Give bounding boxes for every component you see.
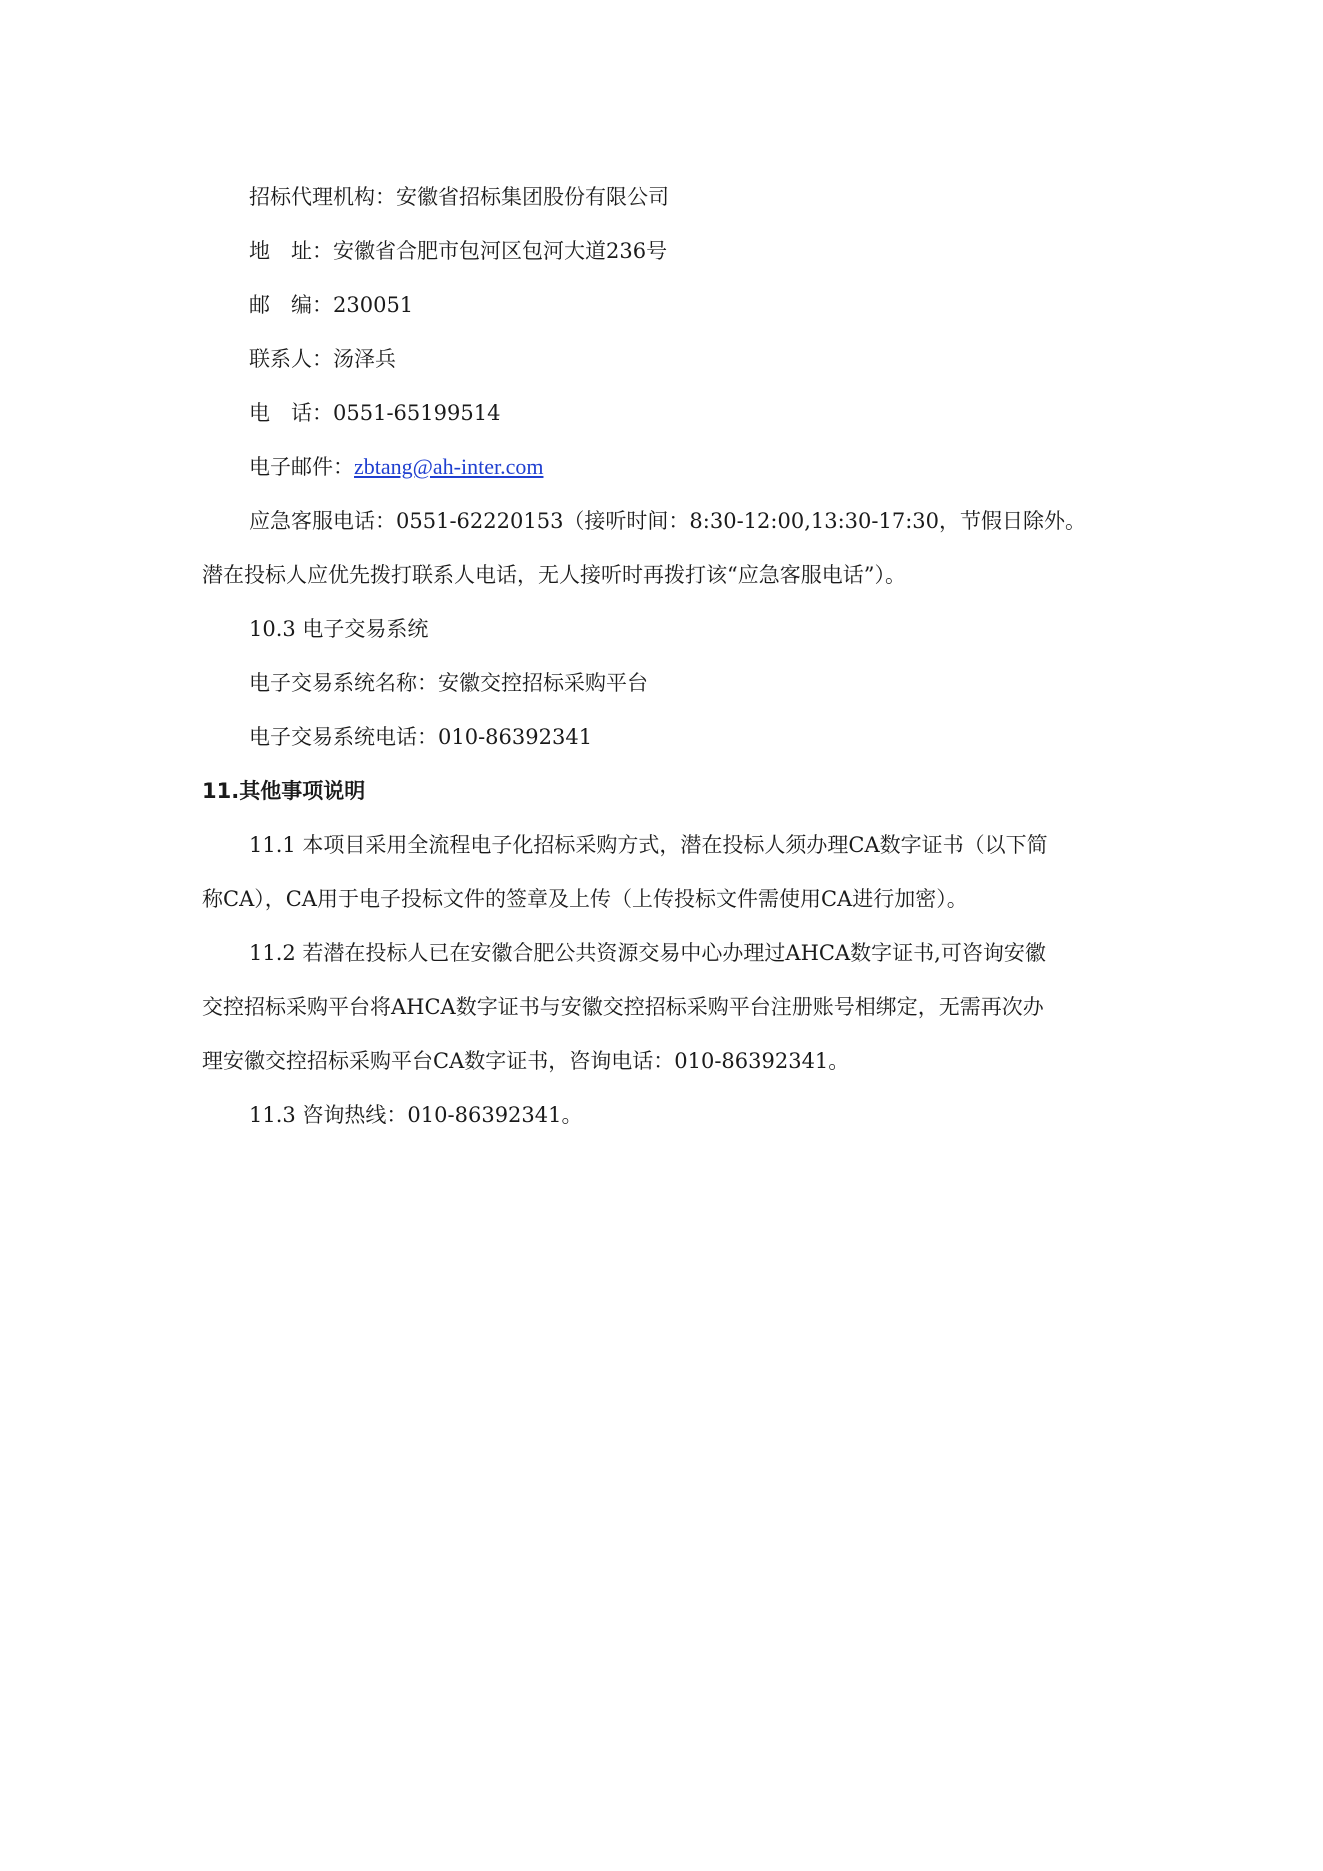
address-label: 地 址：: [249, 239, 333, 263]
email-label: 电子邮件：: [249, 455, 354, 479]
agency-line: [202, 170, 1132, 224]
phone-value: 0551-65199514: [333, 401, 501, 425]
postcode-value: 230051: [333, 293, 414, 317]
email-link[interactable]: zbtang@ah-inter.com: [354, 454, 544, 479]
item-11-3-line: 11.3 咨询热线：010-86392341。: [249, 1103, 583, 1127]
item-11-2-line-2: 交控招标采购平台将AHCA数字证书与安徽交控招标采购平台注册账号相绑定，无需再次办: [202, 995, 1044, 1019]
contact-person-label: 联系人：: [249, 347, 333, 371]
item-11-1-line-1: 11.1 本项目采用全流程电子化招标采购方式，潜在投标人须办理CA数字证书（以下简: [249, 833, 1048, 857]
other-matters-heading: 11.其他事项说明: [202, 779, 366, 803]
phone-line: [202, 386, 1132, 440]
item-11-1-line-2: 称CA），CA用于电子投标文件的签章及上传（上传投标文件需使用CA进行加密）。: [202, 887, 968, 911]
item-11-2-line-3: 理安徽交控招标采购平台CA数字证书，咨询电话：010-86392341。: [202, 1049, 850, 1073]
etrade-section-title: 10.3 电子交易系统: [249, 617, 429, 641]
emergency-line-2: 潜在投标人应优先拨打联系人电话，无人接听时再拨打该“应急客服电话”）。: [202, 563, 906, 587]
item-11-2-line-1: 11.2 若潜在投标人已在安徽合肥公共资源交易中心办理过AHCA数字证书,可咨询安徽: [249, 941, 1046, 965]
document-content: [202, 170, 1132, 1142]
email-line: [202, 440, 1132, 494]
contact-person-value: 汤泽兵: [333, 347, 396, 371]
phone-label: 电 话：: [249, 401, 333, 425]
agency-value: 安徽省招标集团股份有限公司: [396, 185, 669, 209]
contact-person-line: [202, 332, 1132, 386]
emergency-line-1: 应急客服电话：0551-62220153（接听时间：8:30-12:00,13:30-17:30，节假日除外。: [249, 509, 1087, 533]
address-value: 安徽省合肥市包河区包河大道236号: [333, 239, 668, 263]
agency-label: 招标代理机构：: [249, 185, 396, 209]
address-line: [202, 224, 1132, 278]
etrade-name-line: 电子交易系统名称：安徽交控招标采购平台: [249, 671, 648, 695]
postcode-line: [202, 278, 1132, 332]
etrade-phone-line: 电子交易系统电话：010-86392341: [249, 725, 593, 749]
postcode-label: 邮 编：: [249, 293, 333, 317]
